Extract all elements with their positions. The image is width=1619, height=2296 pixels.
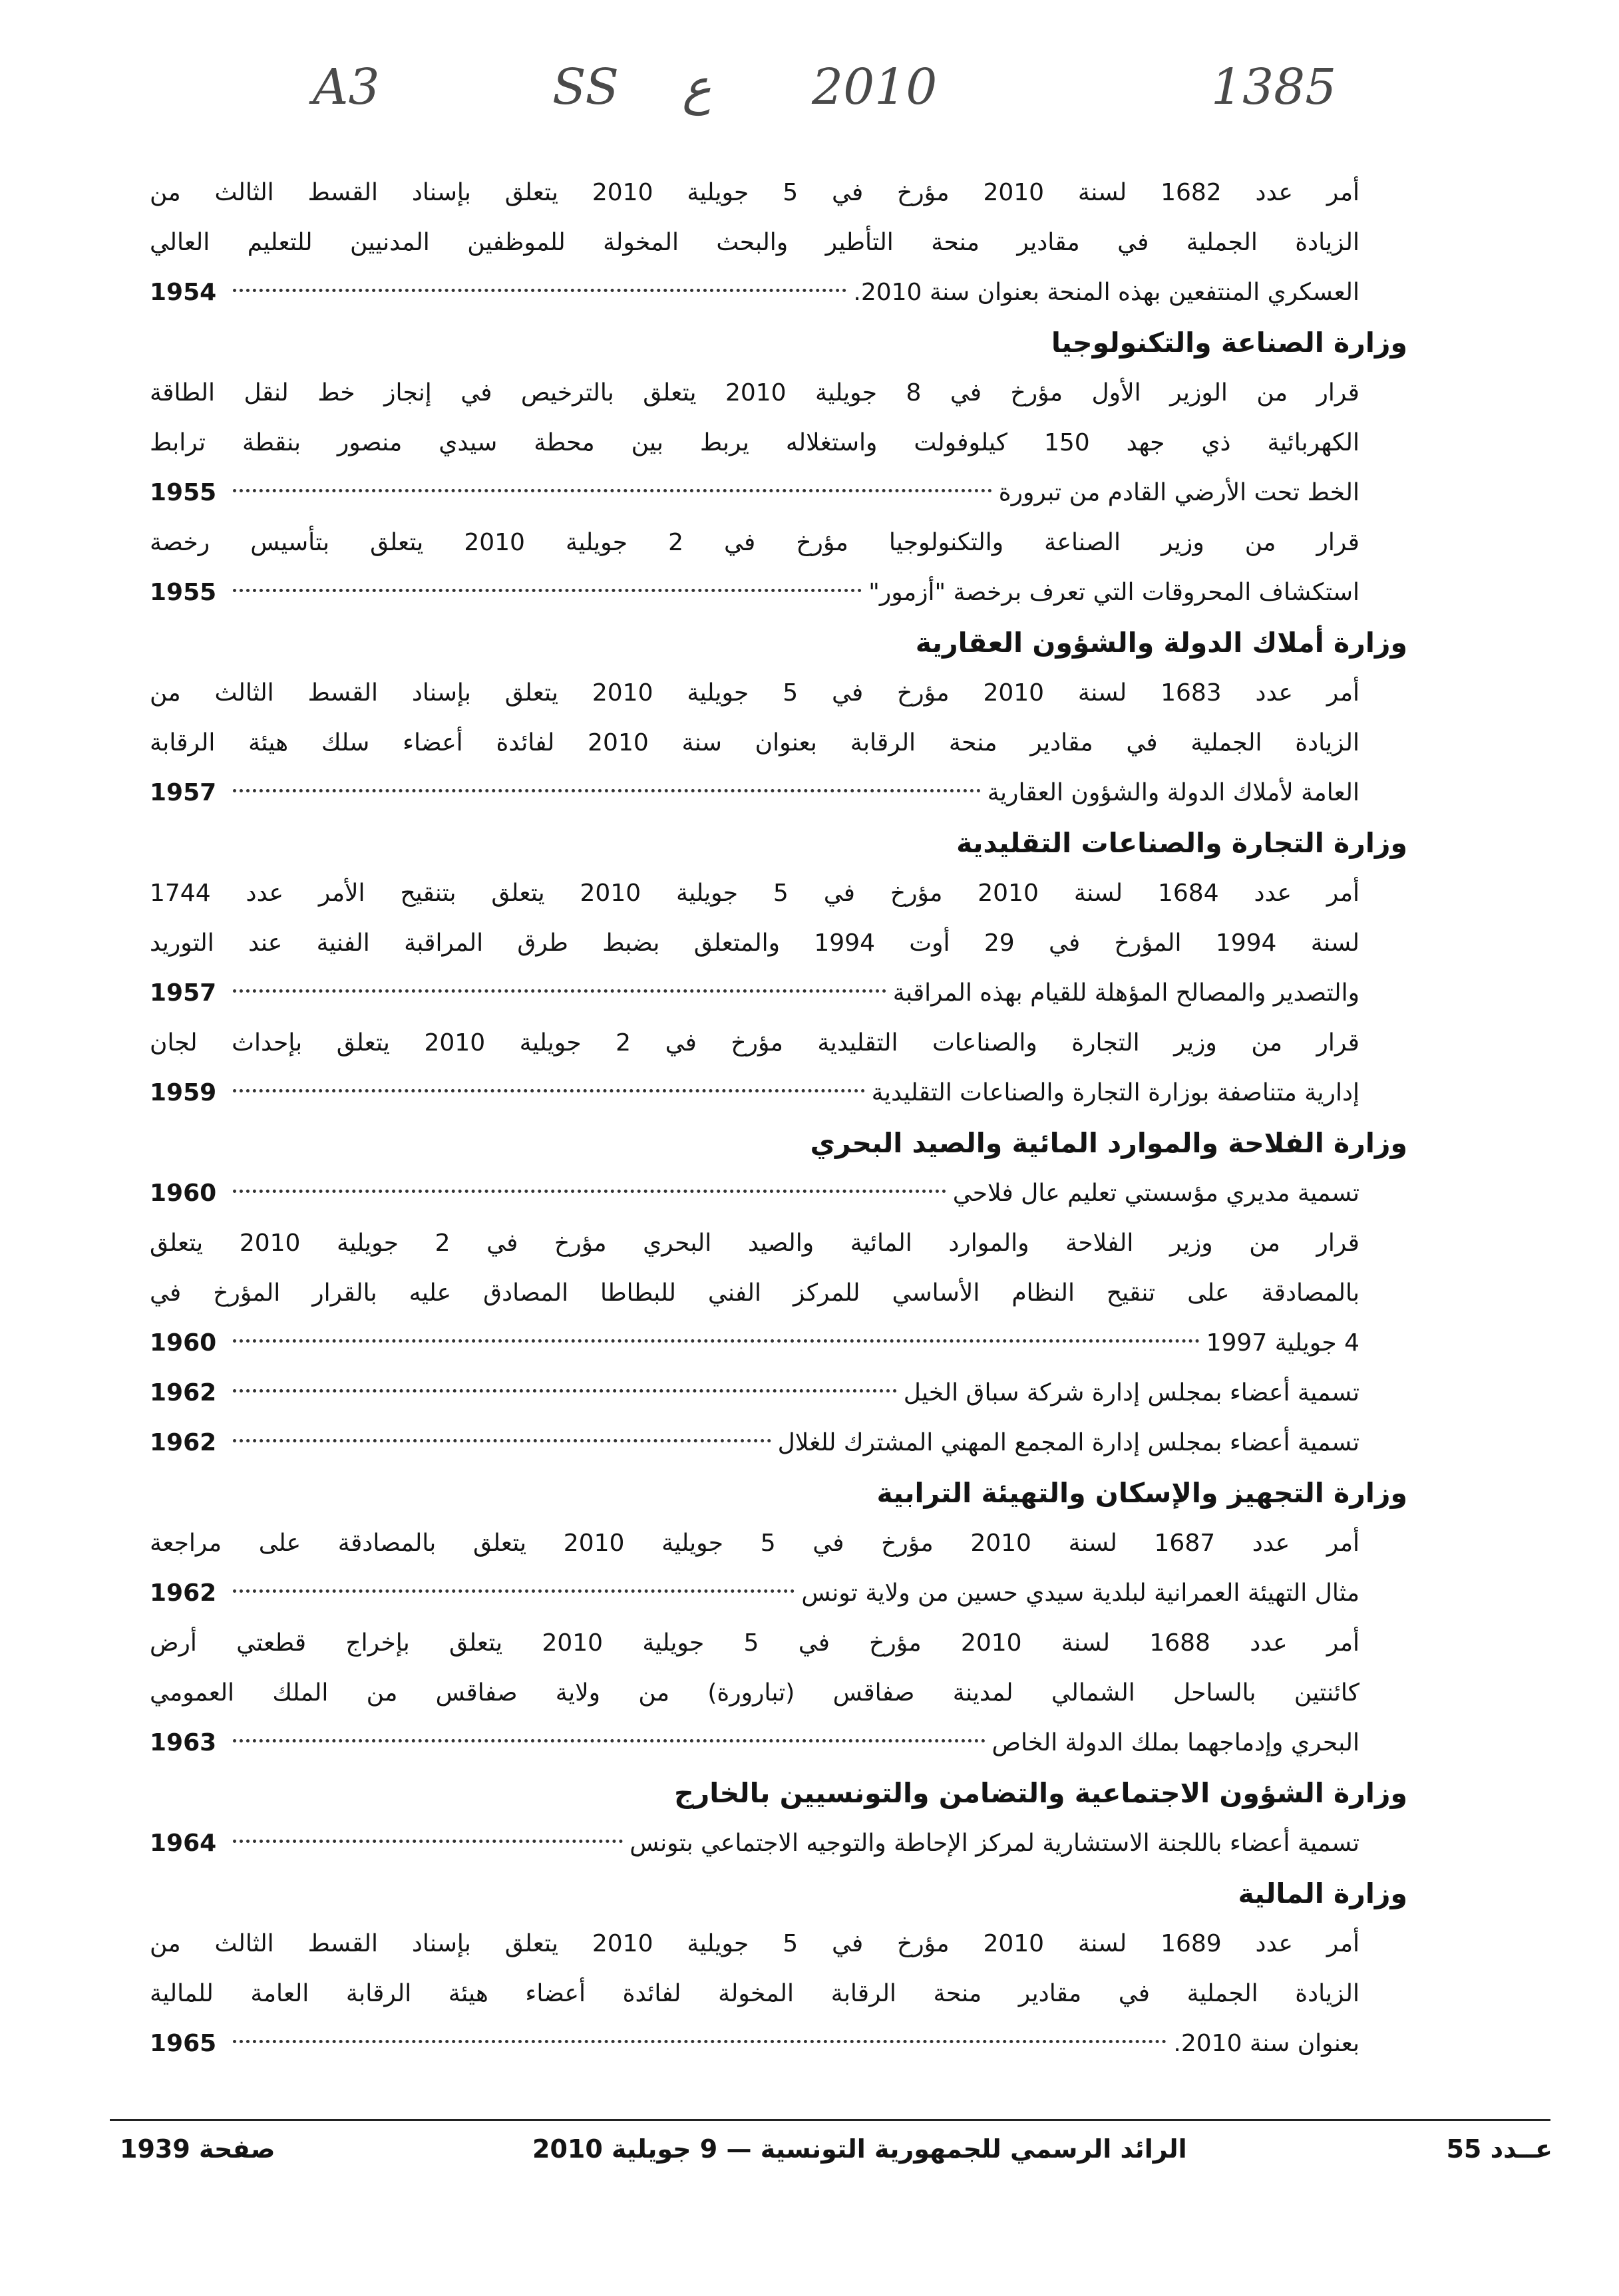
ministry-heading: وزارة الشؤون الاجتماعية والتضامن والتونسيين بالخارج — [674, 1777, 1407, 1809]
entry-text-line: بالمصادقة على تنقيح النظام الأساسي للمركز الفني للبطاطا المصادق عليه بالقرار المؤرخ في — [150, 1279, 1359, 1307]
toc-entry[interactable] — [150, 1919, 1407, 2068]
dot-leader — [233, 2040, 1167, 2043]
entry-text-line: تسمية مديري مؤسستي تعليم عال فلاحي — [952, 1180, 1359, 1207]
toc-entry[interactable] — [150, 168, 1407, 317]
entry-text-line: مثال التهيئة العمرانية لبلدية سيدي حسين من ولاية تونس — [801, 1579, 1359, 1607]
entry-last-line — [150, 1818, 1407, 1868]
entry-page-number: 1963 — [150, 1729, 217, 1756]
toc-entry[interactable] — [150, 1518, 1407, 1618]
entry-text-line: استكشاف المحروقات التي تعرف برخصة "أزمور" — [868, 579, 1359, 606]
entry-text-line: كائنتين بالساحل الشمالي لمدينة صفاقس (تبارورة) من ولاية صفاقس من الملك العمومي — [150, 1679, 1359, 1707]
entry-text-line: الزيادة الجملية في مقادير منحة الرقابة المخولة لفائدة أعضاء هيئة الرقابة العامة للمالية — [150, 1980, 1359, 2007]
entry-text-line: العسكري المنتفعين بهذه المنحة بعنوان سنة 2010. — [853, 279, 1359, 306]
entry-last-line — [150, 1568, 1407, 1618]
entry-text-line: قرار من الوزير الأول مؤرخ في 8 جويلية 2010 يتعلق بالترخيص في إنجاز خط لنقل الطاقة — [150, 379, 1360, 407]
toc-entry[interactable] — [150, 1418, 1407, 1468]
entry-page-number: 1957 — [150, 779, 217, 806]
entry-page-number: 1964 — [150, 1830, 217, 1857]
entry-page-number: 1962 — [150, 1429, 217, 1456]
entry-last-line — [150, 1318, 1407, 1368]
entry-text-line: أمر عدد 1683 لسنة 2010 مؤرخ في 5 جويلية 2010 يتعلق بإسناد القسط الثالث من — [150, 679, 1359, 707]
entry-page-number: 1959 — [150, 1079, 217, 1106]
entry-text-line: العامة لأملاك الدولة والشؤون العقارية — [987, 779, 1359, 806]
toc-entry[interactable] — [150, 668, 1407, 818]
entry-text-line: الكهربائية ذي جهد 150 كيلوفولت واستغلاله يربط بين محطة سيدي منصور بنقطة ترابط — [150, 429, 1359, 456]
toc-entry[interactable] — [150, 1018, 1407, 1118]
dot-leader — [233, 989, 886, 993]
entry-text-line: تسمية أعضاء بمجلس إدارة المجمع المهني المشترك للغلال — [777, 1429, 1359, 1456]
entry-text-line: الزيادة الجملية في مقادير منحة الرقابة بعنوان سنة 2010 لفائدة أعضاء سلك هيئة الرقابة — [150, 729, 1359, 756]
toc-entry[interactable] — [150, 868, 1407, 1018]
entry-text-line: قرار من وزير الفلاحة والموارد المائية والصيد البحري مؤرخ في 2 جويلية 2010 يتعلق — [150, 1230, 1359, 1257]
entry-text-line: بعنوان سنة 2010. — [1173, 2030, 1359, 2057]
entry-text-line: البحري وإدماجهما بملك الدولة الخاص — [991, 1729, 1359, 1756]
entry-text-line: قرار من وزير التجارة والصناعات التقليدية مؤرخ في 2 جويلية 2010 يتعلق بإحداث لجان — [150, 1029, 1360, 1057]
dot-leader — [233, 1389, 897, 1393]
entry-last-line — [150, 468, 1407, 518]
dot-leader — [233, 289, 846, 292]
footer-page-number: صفحة 1939 — [120, 2134, 275, 2164]
handwritten-note: 1385 — [1211, 59, 1337, 116]
entry-text-line: أمر عدد 1688 لسنة 2010 مؤرخ في 5 جويلية 2010 يتعلق بإخراج قطعتي أرض — [150, 1629, 1359, 1657]
entry-page-number: 1962 — [150, 1379, 217, 1406]
entry-last-line — [150, 2019, 1407, 2068]
entry-page-number: 1960 — [150, 1180, 217, 1207]
entry-text-line: أمر عدد 1682 لسنة 2010 مؤرخ في 5 جويلية 2010 يتعلق بإسناد القسط الثالث من — [150, 179, 1359, 206]
toc-entry[interactable] — [150, 368, 1407, 518]
entry-last-line — [150, 768, 1407, 818]
toc-entry[interactable] — [150, 1618, 1407, 1768]
entry-text-line: 4 جويلية 1997 — [1206, 1329, 1359, 1357]
footer-issue-number: عــدد 55 — [1446, 2134, 1552, 2164]
entry-last-line — [150, 568, 1407, 617]
entry-text-line: الزيادة الجملية في مقادير منحة التأطير والبحث المخولة للموظفين المدنيين للتعليم العالي — [150, 229, 1359, 256]
toc-entry[interactable] — [150, 1218, 1407, 1368]
entry-text-line: تسمية أعضاء باللجنة الاستشارية لمركز الإحاطة والتوجيه الاجتماعي بتونس — [630, 1830, 1359, 1857]
entry-page-number: 1960 — [150, 1329, 217, 1357]
entry-text-line: أمر عدد 1684 لسنة 2010 مؤرخ في 5 جويلية 2010 يتعلق بتنقيح الأمر عدد 1744 — [150, 880, 1359, 907]
toc-entry[interactable] — [150, 1818, 1407, 1868]
footer-divider — [110, 2119, 1550, 2121]
handwritten-note: SS — [552, 59, 620, 116]
entry-last-line — [150, 1168, 1407, 1218]
entry-last-line — [150, 1068, 1407, 1118]
entry-last-line — [150, 1718, 1407, 1768]
ministry-heading: وزارة المالية — [1238, 1878, 1407, 1909]
entry-text-line: إدارية متناصفة بوزارة التجارة والصناعات التقليدية — [871, 1079, 1359, 1106]
table-of-contents — [150, 168, 1407, 2068]
dot-leader — [233, 589, 862, 592]
dot-leader — [233, 489, 992, 492]
ministry-heading: وزارة الفلاحة والموارد المائية والصيد البحري — [810, 1127, 1407, 1159]
entry-last-line — [150, 1418, 1407, 1468]
entry-text-line: أمر عدد 1689 لسنة 2010 مؤرخ في 5 جويلية 2010 يتعلق بإسناد القسط الثالث من — [150, 1930, 1359, 1957]
entry-last-line — [150, 968, 1407, 1018]
entry-text-line: أمر عدد 1687 لسنة 2010 مؤرخ في 5 جويلية 2010 يتعلق بالمصادقة على مراجعة — [150, 1530, 1360, 1557]
entry-text-line: قرار من وزير الصناعة والتكنولوجيا مؤرخ في 2 جويلية 2010 يتعلق بتأسيس رخصة — [150, 529, 1359, 556]
dot-leader — [233, 1739, 986, 1742]
dot-leader — [233, 1089, 865, 1092]
handwritten-note: A3 — [313, 59, 380, 116]
toc-entry[interactable] — [150, 1168, 1407, 1218]
ministry-heading: وزارة التجارة والصناعات التقليدية — [956, 827, 1407, 859]
ministry-heading: وزارة الصناعة والتكنولوجيا — [1051, 327, 1407, 359]
entry-page-number: 1954 — [150, 279, 217, 306]
ministry-heading: وزارة التجهيز والإسكان والتهيئة الترابية — [876, 1477, 1407, 1509]
entry-page-number: 1955 — [150, 579, 217, 606]
dot-leader — [233, 1439, 771, 1442]
entry-page-number: 1965 — [150, 2030, 217, 2057]
ministry-heading: وزارة أملاك الدولة والشؤون العقارية — [915, 627, 1407, 659]
entry-last-line — [150, 1368, 1407, 1418]
entry-text-line: تسمية أعضاء بمجلس إدارة شركة سباق الخيل — [903, 1379, 1359, 1406]
dot-leader — [233, 789, 981, 792]
entry-page-number: 1962 — [150, 1579, 217, 1607]
entry-text-line: لسنة 1994 المؤرخ في 29 أوت 1994 والمتعلق بضبط طرق المراقبة الفنية عند التوريد — [150, 929, 1359, 957]
handwritten-note: 2010 — [812, 59, 938, 116]
entry-last-line — [150, 267, 1407, 317]
entry-page-number: 1955 — [150, 479, 217, 506]
entry-text-line: الخط تحت الأرضي القادم من تبرورة — [998, 479, 1359, 506]
entry-page-number: 1957 — [150, 979, 217, 1007]
dot-leader — [233, 1190, 946, 1193]
handwritten-note: ع — [682, 59, 712, 116]
toc-entry[interactable] — [150, 518, 1407, 617]
dot-leader — [233, 1589, 795, 1593]
toc-entry[interactable] — [150, 1368, 1407, 1418]
dot-leader — [233, 1840, 623, 1843]
footer-gazette-title: الرائد الرسمي للجمهورية التونسية — 9 جويلية 2010 — [532, 2134, 1187, 2164]
dot-leader — [233, 1339, 1200, 1343]
entry-text-line: والتصدير والمصالح المؤهلة للقيام بهذه المراقبة — [892, 979, 1359, 1007]
